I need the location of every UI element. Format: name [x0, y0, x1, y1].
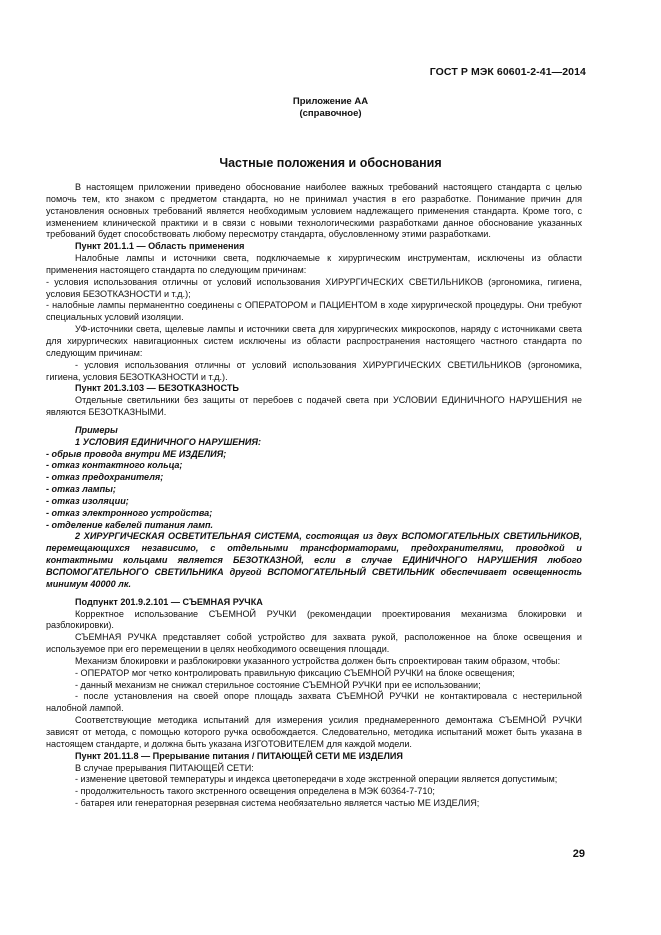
clause-heading: Пункт 201.11.8 — Прерывание питания / ПИТАЮЩЕЙ СЕТИ МЕ ИЗДЕЛИЯ [75, 750, 403, 761]
example-list-item: - обрыв провода внутри МЕ ИЗДЕЛИЯ; [46, 448, 227, 459]
paragraph: Корректное использование СЪЕМНОЙ РУЧКИ (рекомендации проектирования механизма блокировки и разблокировки). [46, 608, 582, 631]
clause-heading: Пункт 201.3.103 — БЕЗОТКАЗНОСТЬ [75, 383, 239, 394]
list-item: - продолжительность такого экстренного освещения определена в МЭК 60364-7-710; [75, 786, 435, 797]
example-list-item: - отказ изоляции; [46, 495, 129, 506]
example-list-item: - отказ контактного кольца; [46, 460, 183, 471]
list-item: - налобные лампы перманентно соединены с ОПЕРАТОРОМ и ПАЦИЕНТОМ в ходе хирургической процедуры. Они требуют специальных условий изоляции. [46, 300, 582, 323]
example-list-item: - отделение кабелей питания ламп. [46, 519, 214, 530]
paragraph: УФ-источники света, щелевые лампы и источники света для хирургических микроскопов, наряду с источниками света для хирургических навигационных систем исключены из области распространения настоящего частного стандарта по следующим причинам: [46, 324, 582, 358]
annex-type: (справочное) [299, 108, 362, 119]
paragraph: Соответствующие методика испытаний для измерения усилия преднамеренного демонтажа СЪЕМНОЙ РУЧКИ зависят от метода, с помощью которого ручка освобождается. Следовательно, методика испытаний может быть указана в настоящем стандарте, и должна быть указана ИЗГОТОВИТЕЛЕМ для каждой модели. [46, 715, 582, 749]
paragraph: СЪЕМНАЯ РУЧКА представляет собой устройство для захвата рукой, расположенное на блоке освещения и используемое при его перемещении в целях необходимого освещения площади. [46, 632, 582, 655]
intro-paragraph: В настоящем приложении приведено обоснование наиболее важных требований настоящего стандарта с целью помочь тем, кто знаком с предметом стандарта, но не принимал участия в его разработке. Понимание причин для установления основных требований является необходимым условием надлежащего применения стандарта. Кроме того, с изменением клинической практики и в связи с новыми технологическими разработками данное обоснование указанных требований будет способствовать любому пересмотру стандарта, обусловленному этими разработками. [46, 182, 582, 240]
example-list-item: - отказ электронного устройства; [46, 507, 213, 518]
clause-heading: Пункт 201.1.1 — Область применения [75, 241, 245, 252]
list-item: - условия использования отличны от условий использования ХИРУРГИЧЕСКИХ СВЕТИЛЬНИКОВ (эргономика, гигиена, условия БЕЗОТКАЗНОСТИ и т.д.). [46, 359, 582, 382]
paragraph: Отдельные светильники без защиты от перебоев с подачей света при УСЛОВИИ ЕДИНИЧНОГО НАРУШЕНИЯ не являются БЕЗОТКАЗНЫМИ. [46, 395, 582, 418]
annex-label: Приложение АА [292, 96, 369, 107]
examples-heading: Примеры [75, 424, 118, 435]
paragraph: Налобные лампы и источники света, подключаемые к хирургическим инструментам, исключены из области применения настоящего стандарта по следующим причинам: [46, 253, 582, 275]
clause-heading: Подпункт 201.9.2.101 — СЪЕМНАЯ РУЧКА [75, 596, 263, 607]
page-title: Частные положения и обоснования [219, 156, 442, 170]
list-item: - данный механизм не снижал стерильное состояние СЪЕМНОЙ РУЧКИ при ее использовании; [75, 679, 481, 690]
annex-heading [0, 96, 661, 120]
list-item: - батарея или генераторная резервная система необязательно является частью МЕ ИЗДЕЛИЯ; [75, 798, 480, 809]
example-list-item: - отказ предохранителя; [46, 472, 164, 483]
example-item: 2 ХИРУРГИЧЕСКАЯ ОСВЕТИТЕЛЬНАЯ СИСТЕМА, состоящая из двух ВСПОМОГАТЕЛЬНЫХ СВЕТИЛЬНИКОВ, перемещающихся независимо, с отдельными трансформаторами, предохранителями, проводкой и контактными кольцами является БЕЗОТКАЗНОЙ, если в случае ЕДИНИЧНОГО НАРУШЕНИЯ любого ВСПОМОГАТЕЛЬНОГО СВЕТИЛЬНИКА другой ВСПОМОГАТЕЛЬНЫЙ СВЕТИЛЬНИК обеспечивает освещенность минимум 40000 лк. [46, 531, 582, 589]
example-list-item: - отказ лампы; [46, 484, 116, 495]
paragraph: В случае прерывания ПИТАЮЩЕЙ СЕТИ: [75, 762, 254, 773]
list-item: - ОПЕРАТОР мог четко контролировать правильную фиксацию СЪЕМНОЙ РУЧКИ на блоке освещения; [75, 667, 515, 678]
list-item: - изменение цветовой температуры и индекса цветопередачи в ходе экстренной операции является допустимым; [75, 774, 558, 785]
paragraph: Механизм блокировки и разблокировки указанного устройства должен быть спроектирован таким образом, чтобы: [75, 655, 561, 666]
document-body [46, 182, 582, 810]
standard-code: ГОСТ Р МЭК 60601-2-41—2014 [429, 66, 586, 78]
list-item: - после установления на своей опоре площадь захвата СЪЕМНОЙ РУЧКИ не контактировала с нестерильной налобной лампой. [46, 691, 582, 714]
page-number: 29 [572, 848, 585, 860]
example-item: 1 УСЛОВИЯ ЕДИНИЧНОГО НАРУШЕНИЯ: [75, 436, 262, 447]
list-item: - условия использования отличны от условий использования ХИРУРГИЧЕСКИХ СВЕТИЛЬНИКОВ (эргономика, гигиена, условия БЕЗОТКАЗНОСТИ и т.д.); [46, 276, 582, 299]
